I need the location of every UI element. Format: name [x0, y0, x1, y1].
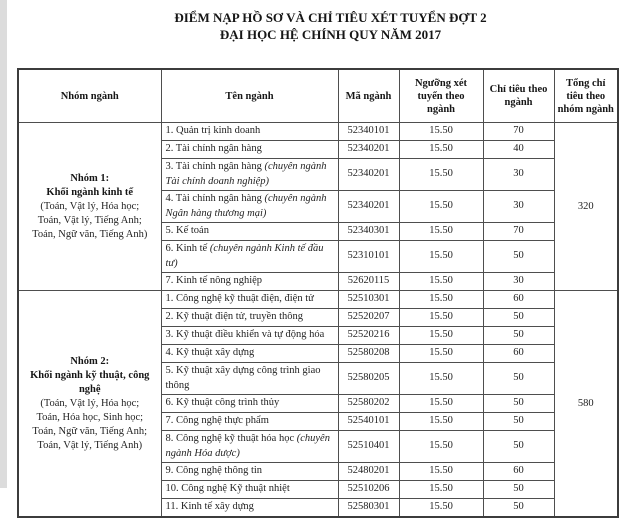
- admission-threshold: 15.50: [399, 223, 483, 241]
- major-code: 52520207: [338, 309, 399, 327]
- major-name: 8. Công nghệ kỹ thuật hóa học (chuyên ngành Hóa dược): [161, 431, 338, 463]
- quota: 70: [483, 223, 554, 241]
- major-name: 9. Công nghệ thông tin: [161, 463, 338, 481]
- group-label-subjects-line: (Toán, Vật lý, Hóa học;: [40, 397, 140, 409]
- major-code: 52340201: [338, 159, 399, 191]
- group-label-subjects-line: Toán, Vật lý, Tiếng Anh;: [37, 214, 142, 226]
- major-name-specialization: (chuyên ngành Ngân hàng thương mại): [165, 193, 327, 219]
- column-header-name: Tên ngành: [161, 69, 338, 123]
- major-name: 6. Kỹ thuật công trình thủy: [161, 395, 338, 413]
- admission-threshold: 15.50: [399, 291, 483, 309]
- quota: 50: [483, 413, 554, 431]
- major-code: 52480201: [338, 463, 399, 481]
- header-row: [18, 69, 618, 123]
- group-label-bold-line: Khối ngành kinh tế: [46, 186, 134, 198]
- column-header-group: Nhóm ngành: [18, 69, 161, 123]
- quota: 50: [483, 309, 554, 327]
- admission-threshold: 15.50: [399, 141, 483, 159]
- quota: 70: [483, 123, 554, 141]
- major-name-specialization: (chuyên ngành Hóa dược): [165, 433, 330, 459]
- major-code: 52340301: [338, 223, 399, 241]
- admission-threshold: 15.50: [399, 363, 483, 395]
- group-label-bold-line: Nhóm 2:: [70, 355, 110, 367]
- quota: 50: [483, 327, 554, 345]
- group-label-subjects-line: Toán, Vật lý, Tiếng Anh): [37, 439, 143, 451]
- major-name: 1. Công nghệ kỹ thuật điện, điện tử: [161, 291, 338, 309]
- major-name: 10. Công nghệ Kỹ thuật nhiệt: [161, 481, 338, 499]
- major-name-specialization: (chuyên ngành Kinh tế đầu tư): [165, 243, 324, 269]
- quota: 50: [483, 499, 554, 518]
- group-label: [18, 123, 161, 291]
- major-code: 52580208: [338, 345, 399, 363]
- major-code: 52340101: [338, 123, 399, 141]
- quota: 60: [483, 463, 554, 481]
- group-label-subjects-line: Toán, Ngữ văn, Tiếng Anh): [32, 228, 148, 240]
- major-name: 1. Quản trị kinh doanh: [161, 123, 338, 141]
- group-label-bold-line: Khối ngành kỹ thuật, công nghệ: [30, 369, 150, 395]
- major-code: 52540101: [338, 413, 399, 431]
- group-label-subjects-line: (Toán, Vật lý, Hóa học;: [40, 200, 140, 212]
- quota: 50: [483, 241, 554, 273]
- page-title: [30, 9, 631, 43]
- table-body: [18, 123, 618, 518]
- quota: 40: [483, 141, 554, 159]
- admission-threshold: 15.50: [399, 431, 483, 463]
- table-row: [18, 291, 618, 309]
- group-label: [18, 291, 161, 518]
- group-label-subjects-line: Toán, Ngữ văn, Tiếng Anh;: [32, 425, 148, 437]
- major-name: 2. Tài chính ngân hàng: [161, 141, 338, 159]
- admission-threshold: 15.50: [399, 395, 483, 413]
- admissions-table: [17, 68, 619, 518]
- table-row: [18, 123, 618, 141]
- quota: 60: [483, 291, 554, 309]
- major-name: 5. Kỹ thuật xây dựng công trình giao thông: [161, 363, 338, 395]
- major-name: 2. Kỹ thuật điện tử, truyền thông: [161, 309, 338, 327]
- quota: 30: [483, 273, 554, 291]
- major-code: 52580202: [338, 395, 399, 413]
- quota: 30: [483, 159, 554, 191]
- major-name: 11. Kinh tế xây dựng: [161, 499, 338, 518]
- quota: 50: [483, 363, 554, 395]
- major-name: 5. Kế toán: [161, 223, 338, 241]
- admission-threshold: 15.50: [399, 273, 483, 291]
- major-code: 52310101: [338, 241, 399, 273]
- column-header-code: Mã ngành: [338, 69, 399, 123]
- major-name: 6. Kinh tế (chuyên ngành Kinh tế đầu tư): [161, 241, 338, 273]
- admission-threshold: 15.50: [399, 463, 483, 481]
- major-name: 4. Kỹ thuật xây dựng: [161, 345, 338, 363]
- admission-threshold: 15.50: [399, 345, 483, 363]
- major-code: 52620115: [338, 273, 399, 291]
- quota: 50: [483, 395, 554, 413]
- page-edge-strip: [0, 0, 7, 488]
- group-label-subjects-line: Toán, Hóa học, Sinh học;: [36, 411, 144, 423]
- group-total: 580: [554, 291, 618, 518]
- quota: 50: [483, 431, 554, 463]
- major-code: 52510401: [338, 431, 399, 463]
- quota: 50: [483, 481, 554, 499]
- admission-threshold: 15.50: [399, 327, 483, 345]
- major-code: 52510206: [338, 481, 399, 499]
- column-header-total: Tổng chỉ tiêu theo nhóm ngành: [554, 69, 618, 123]
- major-name: 4. Tài chính ngân hàng (chuyên ngành Ngân hàng thương mại): [161, 191, 338, 223]
- major-code: 52510301: [338, 291, 399, 309]
- major-code: 52580205: [338, 363, 399, 395]
- column-header-threshold: Ngưỡng xét tuyển theo ngành: [399, 69, 483, 123]
- admission-threshold: 15.50: [399, 499, 483, 518]
- admission-threshold: 15.50: [399, 191, 483, 223]
- major-code: 52520216: [338, 327, 399, 345]
- major-code: 52580301: [338, 499, 399, 518]
- major-name: 7. Kinh tế nông nghiệp: [161, 273, 338, 291]
- major-name-specialization: (chuyên ngành Tài chính doanh nghiệp): [165, 161, 327, 187]
- group-total: 320: [554, 123, 618, 291]
- admission-threshold: 15.50: [399, 309, 483, 327]
- column-header-quota: Chỉ tiêu theo ngành: [483, 69, 554, 123]
- page-title-line2: ĐẠI HỌC HỆ CHÍNH QUY NĂM 2017: [219, 27, 442, 42]
- major-name: 3. Tài chính ngân hàng (chuyên ngành Tài chính doanh nghiệp): [161, 159, 338, 191]
- major-code: 52340201: [338, 191, 399, 223]
- major-name: 3. Kỹ thuật điều khiển và tự động hóa: [161, 327, 338, 345]
- admission-threshold: 15.50: [399, 241, 483, 273]
- admission-threshold: 15.50: [399, 123, 483, 141]
- admission-threshold: 15.50: [399, 159, 483, 191]
- quota: 60: [483, 345, 554, 363]
- major-code: 52340201: [338, 141, 399, 159]
- group-label-bold-line: Nhóm 1:: [70, 172, 110, 184]
- admission-threshold: 15.50: [399, 481, 483, 499]
- quota: 30: [483, 191, 554, 223]
- admission-threshold: 15.50: [399, 413, 483, 431]
- major-name: 7. Công nghệ thực phẩm: [161, 413, 338, 431]
- page-title-line1: ĐIỂM NẠP HỒ SƠ VÀ CHỈ TIÊU XÉT TUYỂN ĐỢT 2: [174, 10, 487, 25]
